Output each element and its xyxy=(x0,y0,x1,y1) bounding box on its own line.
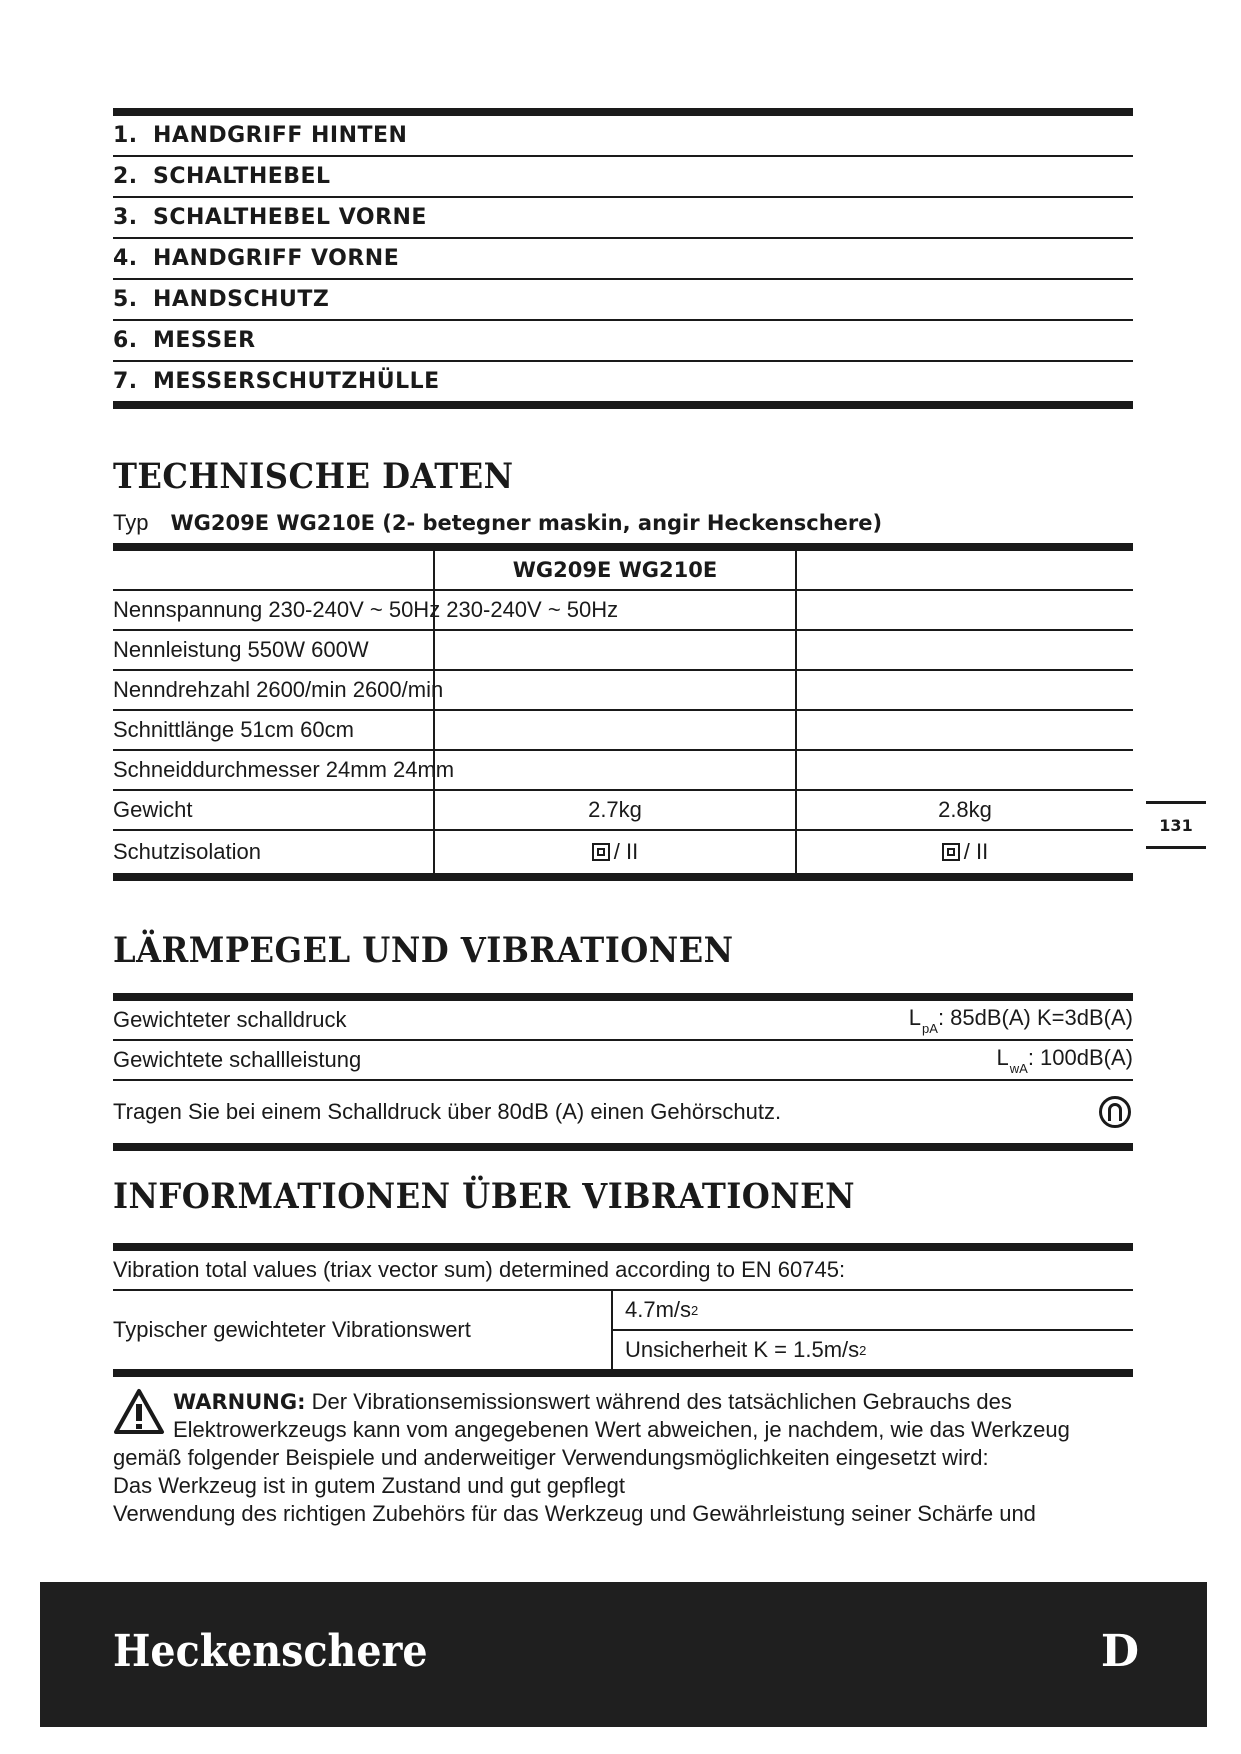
insulation-class: / II xyxy=(963,839,989,864)
vibration-label: Typischer gewichteter Vibrationswert xyxy=(113,1291,613,1369)
double-insulation-icon xyxy=(942,843,960,861)
symbol: L xyxy=(996,1044,1009,1070)
part-label: SCHALTHEBEL VORNE xyxy=(153,205,427,230)
warning-label: WARNUNG: xyxy=(173,1390,306,1414)
table-row xyxy=(113,831,1133,873)
spec-label: Schneiddurchmesser 24mm 24mm xyxy=(113,751,435,789)
model-header: WG209E WG210E xyxy=(435,551,797,589)
warning-line: Verwendung des richtigen Zubehörs für das Werkzeug und Gewährleistung seiner Schärfe und xyxy=(113,1501,1036,1526)
spec-label: Nenndrehzahl 2600/min 2600/min xyxy=(113,671,435,709)
symbol: L xyxy=(908,1004,922,1030)
type-value: WG209E WG210E (2- betegner maskin, angir Heckenschere) xyxy=(170,511,883,535)
noise-heading: LÄRMPEGEL UND VIBRATIONEN xyxy=(113,930,734,971)
spec-value-1 xyxy=(435,831,797,873)
tech-data-table xyxy=(113,543,1133,881)
warning-block xyxy=(113,1388,1138,1528)
part-label: HANDGRIFF HINTEN xyxy=(153,123,408,148)
spec-value-1 xyxy=(435,631,797,669)
noise-table xyxy=(113,993,1133,1151)
type-line xyxy=(113,510,882,536)
value-text: : 85dB(A) K=3dB(A) xyxy=(937,1004,1133,1030)
table-row xyxy=(113,1291,1133,1369)
vibration-values xyxy=(613,1291,1133,1369)
table-row xyxy=(113,671,1133,711)
page-number: 131 xyxy=(1146,801,1206,849)
spec-label: Schutzisolation xyxy=(113,831,435,873)
warning-line: Das Werkzeug ist in gutem Zustand und gut gepflegt xyxy=(113,1473,625,1498)
spec-label: Schnittlänge 51cm 60cm xyxy=(113,711,435,749)
footer-bar xyxy=(40,1582,1207,1727)
spec-label: Gewicht xyxy=(113,791,435,829)
spec-value-2 xyxy=(797,591,1133,629)
table-row xyxy=(113,711,1133,751)
noise-value xyxy=(997,1045,1133,1076)
double-insulation-icon xyxy=(592,843,610,861)
table-row xyxy=(113,591,1133,631)
ear-protection-advice: Tragen Sie bei einem Schalldruck über 80dB (A) einen Gehörschutz. xyxy=(113,1099,782,1124)
parts-list xyxy=(113,108,1133,409)
spec-value-2 xyxy=(797,631,1133,669)
parts-list-item xyxy=(113,321,1133,362)
type-label: Typ xyxy=(113,510,149,535)
part-number: 2. xyxy=(113,164,138,189)
footer-language: D xyxy=(1100,1626,1139,1677)
spec-value-2 xyxy=(797,831,1133,873)
table-header-row xyxy=(113,551,1133,591)
part-number: 6. xyxy=(113,328,138,353)
spec-value-2 xyxy=(797,671,1133,709)
part-label: HANDSCHUTZ xyxy=(153,287,330,312)
tech-data-heading: TECHNISCHE DATEN xyxy=(113,456,514,497)
vibration-uncertainty xyxy=(613,1331,1133,1369)
value-text: : 100dB(A) xyxy=(1027,1044,1133,1070)
spec-value-2 xyxy=(797,751,1133,789)
warning-icon xyxy=(113,1388,165,1438)
table-row xyxy=(113,1041,1133,1081)
table-row xyxy=(113,751,1133,791)
table-cell xyxy=(113,551,435,589)
vibration-intro: Vibration total values (triax vector sum) determined according to EN 60745: xyxy=(113,1251,1133,1291)
subscript: wA xyxy=(1009,1060,1028,1076)
subscript: pA xyxy=(922,1020,938,1036)
parts-list-item xyxy=(113,198,1133,239)
spec-value-2: 2.8kg xyxy=(938,797,992,822)
part-number: 5. xyxy=(113,287,138,312)
part-number: 4. xyxy=(113,246,138,271)
noise-label: Gewichtete schallleistung xyxy=(113,1047,362,1072)
part-label: MESSER xyxy=(153,328,256,353)
part-label: HANDGRIFF VORNE xyxy=(153,246,400,271)
value-text: 4.7m/s xyxy=(625,1297,692,1322)
part-label: SCHALTHEBEL xyxy=(153,164,331,189)
superscript: 2 xyxy=(691,1302,699,1318)
noise-label: Gewichteter schalldruck xyxy=(113,1007,347,1032)
table-row xyxy=(113,631,1133,671)
parts-list-item xyxy=(113,280,1133,321)
spec-label: Nennspannung 230-240V ~ 50Hz 230-240V ~ 50Hz xyxy=(113,591,435,629)
warning-text: Der Vibrationsemissionswert während des tatsächlichen Gebrauchs des Elektrowerkzeugs kann vom angegebenen Wert abweichen, je nachdem, wie das Werkzeug gemäß folgender Beispiele und anderweitiger Verwendungsmöglichkeiten eingesetzt wird: xyxy=(113,1389,1070,1470)
footer-title: Heckenschere xyxy=(113,1626,428,1677)
spec-value-1 xyxy=(435,711,797,749)
parts-list-item xyxy=(113,157,1133,198)
vibration-table xyxy=(113,1243,1133,1377)
part-number: 7. xyxy=(113,369,138,394)
parts-list-item xyxy=(113,116,1133,157)
insulation-class: / II xyxy=(613,839,639,864)
spec-value-1 xyxy=(435,671,797,709)
spec-value-1 xyxy=(435,751,797,789)
part-label: MESSERSCHUTZHÜLLE xyxy=(153,369,440,394)
spec-value-1: 2.7kg xyxy=(435,791,797,829)
spec-value-2 xyxy=(797,711,1133,749)
parts-list-item xyxy=(113,239,1133,280)
part-number: 3. xyxy=(113,205,138,230)
parts-list-item xyxy=(113,362,1133,401)
noise-value xyxy=(909,1005,1133,1036)
table-cell xyxy=(797,551,1133,589)
ear-protection-icon xyxy=(1099,1096,1131,1128)
table-row xyxy=(113,1081,1133,1143)
part-number: 1. xyxy=(113,123,138,148)
spec-label: Nennleistung 550W 600W xyxy=(113,631,435,669)
superscript: 2 xyxy=(859,1342,867,1358)
table-row xyxy=(113,1001,1133,1041)
table-row xyxy=(113,791,1133,831)
value-text: Unsicherheit K = 1.5m/s xyxy=(625,1337,860,1362)
vibration-heading: INFORMATIONEN ÜBER VIBRATIONEN xyxy=(113,1176,856,1217)
vibration-value xyxy=(613,1291,1133,1331)
